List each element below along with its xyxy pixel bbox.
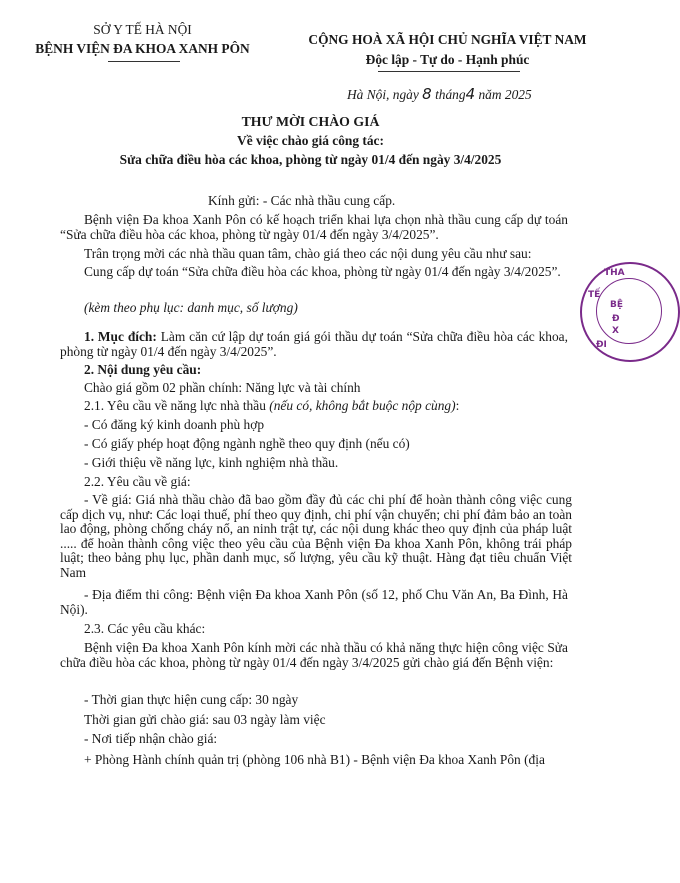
quote-receiver-room: + Phòng Hành chính quản trị (phòng 106 nhà B1) - Bệnh viện Đa khoa Xanh Pôn (địa bbox=[84, 752, 545, 767]
issue-date bbox=[347, 86, 532, 103]
official-stamp bbox=[580, 262, 680, 362]
national-motto: Độc lập - Tự do - Hạnh phúc bbox=[365, 52, 530, 67]
stamp-text-top: THA bbox=[604, 268, 625, 278]
national-title: CỘNG HOÀ XÃ HỘI CHỦ NGHĨA VIỆT NAM bbox=[308, 32, 587, 47]
date-prefix: Hà Nội, ngày bbox=[347, 87, 419, 102]
capacity-requirements-title: 2.1. Yêu cầu về năng lực nhà thầu (nếu có, không bắt buộc nộp cùng): bbox=[84, 398, 460, 413]
stamp-text-inner: X bbox=[612, 326, 619, 336]
letter-title: THƯ MỜI CHÀO GIÁ bbox=[241, 114, 380, 129]
other-requirements-title: 2.3. Các yêu cầu khác: bbox=[84, 621, 206, 636]
section-purpose bbox=[60, 329, 568, 359]
paragraph-intro: Bệnh viện Đa khoa Xanh Pôn có kế hoạch triển khai lựa chọn nhà thầu cung cấp dự toán “Sửa chữa điều hòa các khoa, phòng từ ngày 01/4 đến ngày 3/4/2025”. bbox=[60, 212, 568, 242]
price-requirements-text: - Về giá: Giá nhà thầu chào đã bao gồm đầy đủ các chi phí để hoàn thành công việc cung cấp dịch vụ, như: Các loại thuế, phí theo quy định, chi phí vận chuyển; chi phí đảm bảo an toàn lao động, phòng chống cháy nổ, an ninh trật tự, các nội dung khác theo quy định của pháp luật ..... để hoàn thành công việc theo yêu cầu của Bệnh viện Đa khoa Xanh Pôn, không trái pháp luật; theo bảng phụ lục, phần danh mục, số lượng, yêu cầu kỹ thuật. Hàng đạt tiêu chuẩn Việt Nam bbox=[60, 492, 572, 580]
paragraph-supply: Cung cấp dự toán “Sửa chữa điều hòa các khoa, phòng từ ngày 01/4 đến ngày 3/4/2025”. bbox=[84, 264, 561, 279]
hospital-name: BỆNH VIỆN ĐA KHOA XANH PÔN bbox=[35, 41, 250, 56]
stamp-text-bottom: ĐI bbox=[596, 340, 607, 350]
header-left-underline bbox=[108, 61, 180, 62]
stamp-text-inner: BỆ bbox=[610, 300, 624, 310]
letter-subject: Sửa chữa điều hòa các khoa, phòng từ ngày 01/4 đến ngày 3/4/2025 bbox=[119, 152, 502, 167]
letter-subtitle: Về việc chào giá công tác: bbox=[237, 133, 384, 148]
work-location: - Địa điểm thi công: Bệnh viện Đa khoa Xanh Pôn (số 12, phố Chu Văn An, Ba Đình, Hà Nội). bbox=[60, 587, 568, 617]
appendix-note: (kèm theo phụ lục: danh mục, số lượng) bbox=[84, 300, 298, 315]
date-month-label: tháng bbox=[435, 87, 466, 102]
section-purpose-text: Làm căn cứ lập dự toán giá gói thầu dự toán “Sửa chữa điều hòa các khoa, phòng từ ngày 01/4 đến ngày 3/4/2025”. bbox=[60, 329, 568, 359]
quote-receiver: - Nơi tiếp nhận chào giá: bbox=[84, 731, 218, 746]
paragraph-invite: Trân trọng mời các nhà thầu quan tâm, chào giá theo các nội dung yêu cầu như sau: bbox=[84, 246, 532, 261]
stamp-text-inner: Đ bbox=[612, 314, 620, 324]
date-day: 8 bbox=[422, 85, 432, 103]
section-requirements-title: 2. Nội dung yêu cầu: bbox=[84, 362, 202, 377]
capacity-requirements-note: (nếu có, không bắt buộc nộp cùng) bbox=[269, 398, 456, 413]
delivery-time: - Thời gian thực hiện cung cấp: 30 ngày bbox=[84, 692, 299, 707]
official-stamp-inner-ring bbox=[596, 278, 662, 344]
header-right-underline bbox=[378, 71, 520, 72]
section-requirements-intro: Chào giá gồm 02 phần chính: Năng lực và tài chính bbox=[84, 380, 361, 395]
recipient: Kính gửi: - Các nhà thầu cung cấp. bbox=[208, 193, 396, 208]
price-requirements-title: 2.2. Yêu cầu về giá: bbox=[84, 474, 191, 489]
quote-deadline: Thời gian gửi chào giá: sau 03 ngày làm việc bbox=[84, 712, 326, 727]
date-year: năm 2025 bbox=[478, 87, 532, 102]
date-month: 4 bbox=[465, 85, 476, 103]
section-purpose-title: 1. Mục đích: bbox=[84, 329, 157, 344]
stamp-text-left: TẾ bbox=[588, 290, 601, 300]
ministry-name: SỞ Y TẾ HÀ NỘI bbox=[93, 22, 192, 37]
list-item: - Giới thiệu về năng lực, kinh nghiệm nhà thầu. bbox=[84, 455, 339, 470]
other-requirements-text: Bệnh viện Đa khoa Xanh Pôn kính mời các nhà thầu có khả năng thực hiện công việc Sửa chữa điều hòa các khoa, phòng từ ngày 01/4 đến ngày 3/4/2025 gửi chào giá đến Bệnh viện: bbox=[60, 640, 568, 670]
list-item: - Có giấy phép hoạt động ngành nghề theo quy định (nếu có) bbox=[84, 436, 410, 451]
list-item: - Có đăng ký kinh doanh phù hợp bbox=[84, 417, 265, 432]
